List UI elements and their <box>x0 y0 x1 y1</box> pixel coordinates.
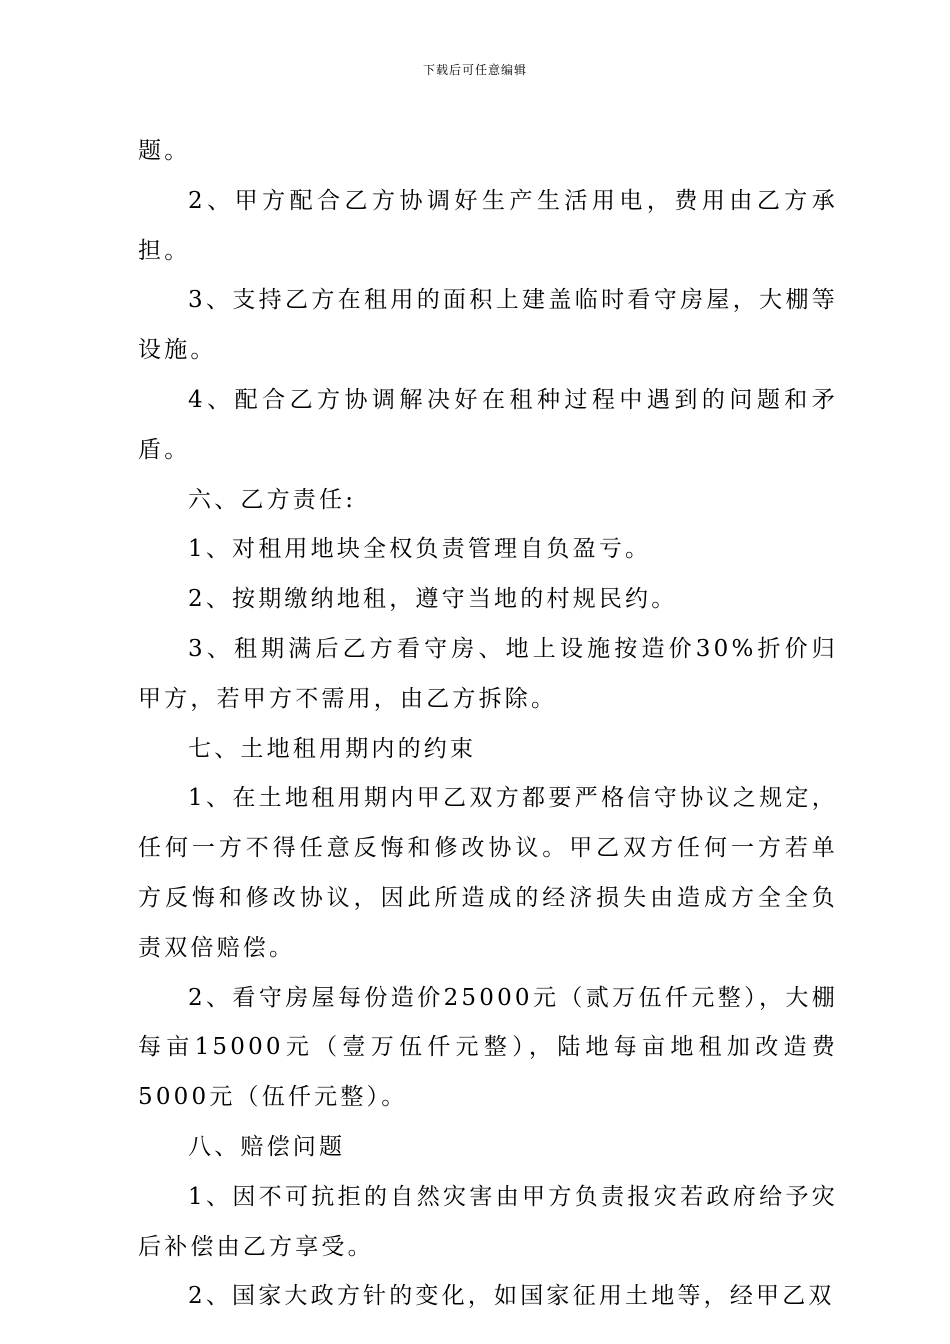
paragraph: 七、土地租用期内的约束 <box>188 735 477 762</box>
paragraph: 1、在土地租用期内甲乙双方都要严格信守协议之规定，任何一方不得任意反悔和修改协议。甲乙双方任何一方若单方反悔和修改协议，因此所造成的经济损失由造成方全全负责双倍赔偿。 <box>138 785 838 961</box>
document-body <box>138 127 838 1322</box>
paragraph: 2、甲方配合乙方协调好生产生活用电，费用由乙方承担。 <box>138 187 838 264</box>
paragraph: 2、国家大政方针的变化，如国家征用土地等，经甲乙双 <box>188 1283 835 1310</box>
paragraph: 2、看守房屋每份造价25000元（贰万伍仟元整），大棚每亩15000元（壹万伍仟元整），陆地每亩地租加改造费5000元（伍仟元整）。 <box>138 984 838 1111</box>
paragraph: 八、赔偿问题 <box>188 1133 346 1160</box>
paragraph: 1、因不可抗拒的自然灾害由甲方负责报灾若政府给予灾后补偿由乙方享受。 <box>138 1183 838 1260</box>
paragraph: 2、按期缴纳地租，遵守当地的村规民约。 <box>188 586 678 613</box>
paragraph: 六、乙方责任: <box>188 486 357 513</box>
paragraph: 题。 <box>138 138 191 164</box>
page-header-note: 下载后可任意编辑 <box>422 63 527 77</box>
paragraph: 3、支持乙方在租用的面积上建盖临时看守房屋，大棚等设施。 <box>138 287 838 364</box>
paragraph: 3、租期满后乙方看守房、地上设施按造价30%折价归甲方，若甲方不需用，由乙方拆除。 <box>138 635 838 712</box>
paragraph: 1、对租用地块全权负责管理自负盈亏。 <box>188 536 652 563</box>
paragraph: 4、配合乙方协调解决好在租种过程中遇到的问题和矛盾。 <box>138 386 838 463</box>
